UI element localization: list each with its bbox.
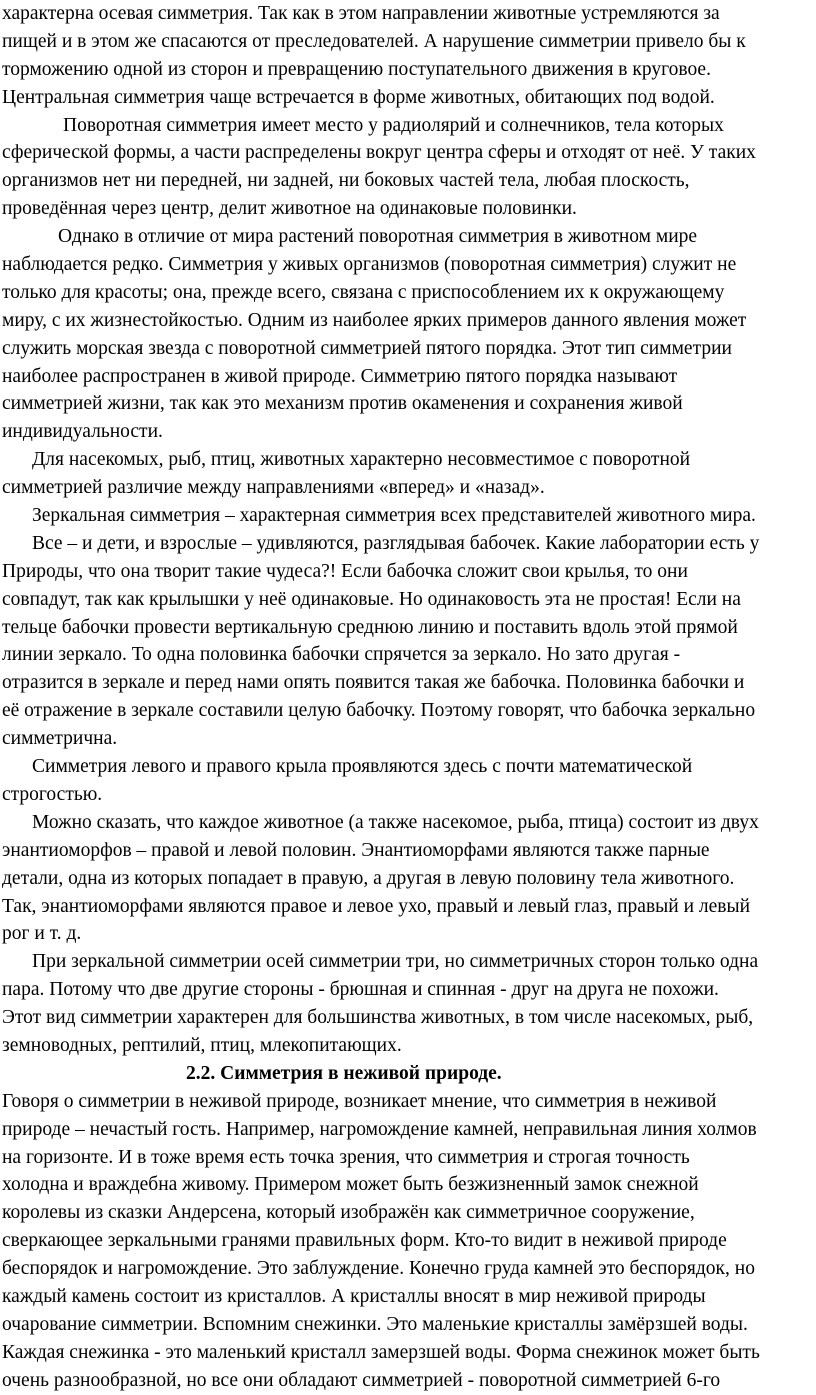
text-line: Этот вид симметрии характерен для большинства животных, в том числе насекомых, рыб, xyxy=(2,1007,754,1029)
text-line: очень разнообразной, но все они обладают симметрией - поворотной симметрией 6-го xyxy=(2,1369,721,1391)
text-line: её отражение в зеркале составили целую бабочку. Поэтому говорят, что бабочка зеркально xyxy=(2,700,756,722)
text-line: энантиоморфов – правой и левой половин. Энантиоморфами являются также парные xyxy=(2,839,710,861)
text-line: королевы из сказки Андерсена, который изображён как симметричное сооружение, xyxy=(2,1202,695,1224)
text-line: на горизонте. И в тоже время есть точка зрения, что симметрия и строгая точность xyxy=(2,1146,690,1168)
text-line: сферической формы, а части распределены вокруг центра сферы и отходят от неё. У таких xyxy=(2,142,756,164)
paragraph-start: Все – и дети, и взрослые – удивляются, разглядывая бабочек. Какие лаборатории есть у xyxy=(32,532,760,554)
text-line: холодна и враждебна живому. Примером может быть безжизненный замок снежной xyxy=(2,1174,699,1196)
text-line: организмов нет ни передней, ни задней, ни боковых частей тела, любая плоскость, xyxy=(2,170,690,192)
text-line: миру, с их жизнестойкостью. Одним из наиболее ярких примеров данного явления может xyxy=(2,309,747,331)
text-line: пищей и в этом же спасаются от преследователей. А нарушение симметрии привело бы к xyxy=(2,30,746,52)
text-line: только для красоты; она, прежде всего, связана с приспособлением их к окружающему xyxy=(2,281,725,303)
paragraph-start: При зеркальной симметрии осей симметрии три, но симметричных сторон только одна xyxy=(32,951,759,973)
text-line: детали, одна из которых попадает в правую, а другая в левую половину тела животного. xyxy=(2,867,735,889)
text-line: характерна осевая симметрия. Так как в этом направлении животные устремляются за xyxy=(2,3,720,24)
paragraph-start: Симметрия левого и правого крыла проявляются здесь с почти математической xyxy=(32,756,693,778)
text-line: Говоря о симметрии в неживой природе, возникает мнение, что симметрия в неживой xyxy=(2,1090,717,1112)
text-line: симметрией различие между направлениями «вперед» и «назад». xyxy=(2,477,545,499)
text-line: отразится в зеркале и перед нами опять появится такая же бабочка. Половинка бабочки и xyxy=(2,672,745,694)
text-line: природе – нечастый гость. Например, нагромождение камней, неправильная линия холмов xyxy=(2,1118,757,1140)
text-line: каждый камень состоит из кристаллов. А кристаллы вносят в мир неживой природы xyxy=(2,1285,706,1307)
text-line: Каждая снежинка - это маленький кристалл замерзшей воды. Форма снежинок может быть xyxy=(2,1341,760,1363)
paragraph-start: Поворотная симметрия имеет место у радиолярий и солнечников, тела которых xyxy=(63,114,724,136)
text-line: совпадут, так как крылышки у неё одинаковые. Но одинаковость эта не простая! Если на xyxy=(2,588,741,610)
text-line: служить морская звезда с поворотной симметрией пятого порядка. Этот тип симметрии xyxy=(2,337,732,359)
paragraph-start: Однако в отличие от мира растений поворотная симметрия в животном мире xyxy=(58,226,698,248)
text-line: рог и т. д. xyxy=(2,923,82,945)
paragraph-start: Для насекомых, рыб, птиц, животных характерно несовместимое с поворотной xyxy=(32,449,691,471)
text-line: наблюдается редко. Симметрия у живых организмов (поворотная симметрия) служит не xyxy=(2,254,737,276)
text-line: торможению одной из сторон и превращению поступательного движения в круговое. xyxy=(2,58,711,80)
text-line: сверкающее зеркальными гранями правильных форм. Кто-то видит в неживой природе xyxy=(2,1230,727,1252)
text-line: симметрична. xyxy=(2,728,118,750)
section-heading: 2.2. Симметрия в неживой природе. xyxy=(186,1062,502,1084)
text-line: Так, энантиоморфами являются правое и левое ухо, правый и левый глаз, правый и левый xyxy=(2,895,751,917)
paragraph-start: Можно сказать, что каждое животное (а также насекомое, рыба, птица) состоит из двух xyxy=(32,811,759,833)
text-line: земноводных, рептилий, птиц, млекопитающих. xyxy=(2,1034,402,1056)
text-line: линии зеркало. То одна половинка бабочки спрячется за зеркало. Но зато другая - xyxy=(2,644,681,666)
text-line: наиболее распространен в живой природе. Симметрию пятого порядка называют xyxy=(2,365,678,387)
text-line: тельце бабочки провести вертикальную среднюю линию и поставить вдоль этой прямой xyxy=(2,616,738,638)
text-line: беспорядок и нагромождение. Это заблуждение. Конечно груда камней это беспорядок, но xyxy=(2,1258,755,1280)
text-line: проведённая через центр, делит животное на одинаковые половинки. xyxy=(2,198,577,220)
text-line: индивидуальности. xyxy=(2,421,163,443)
text-line: строгостью. xyxy=(2,783,103,805)
text-line: симметрией жизни, так как это механизм против окаменения и сохранения живой xyxy=(2,393,683,415)
text-line: пара. Потому что две другие стороны - брюшная и спинная - друг на друга не похожи. xyxy=(2,979,719,1001)
paragraph-start: Зеркальная симметрия – характерная симметрия всех представителей животного мира. xyxy=(32,505,756,527)
text-line: очарование симметрии. Вспомним снежинки. Это маленькие кристаллы замёрзшей воды. xyxy=(2,1313,748,1335)
text-line: Природы, что она творит такие чудеса?! Если бабочка сложит свои крылья, то они xyxy=(2,560,688,582)
text-line: Центральная симметрия чаще встречается в форме животных, обитающих под водой. xyxy=(2,86,715,108)
